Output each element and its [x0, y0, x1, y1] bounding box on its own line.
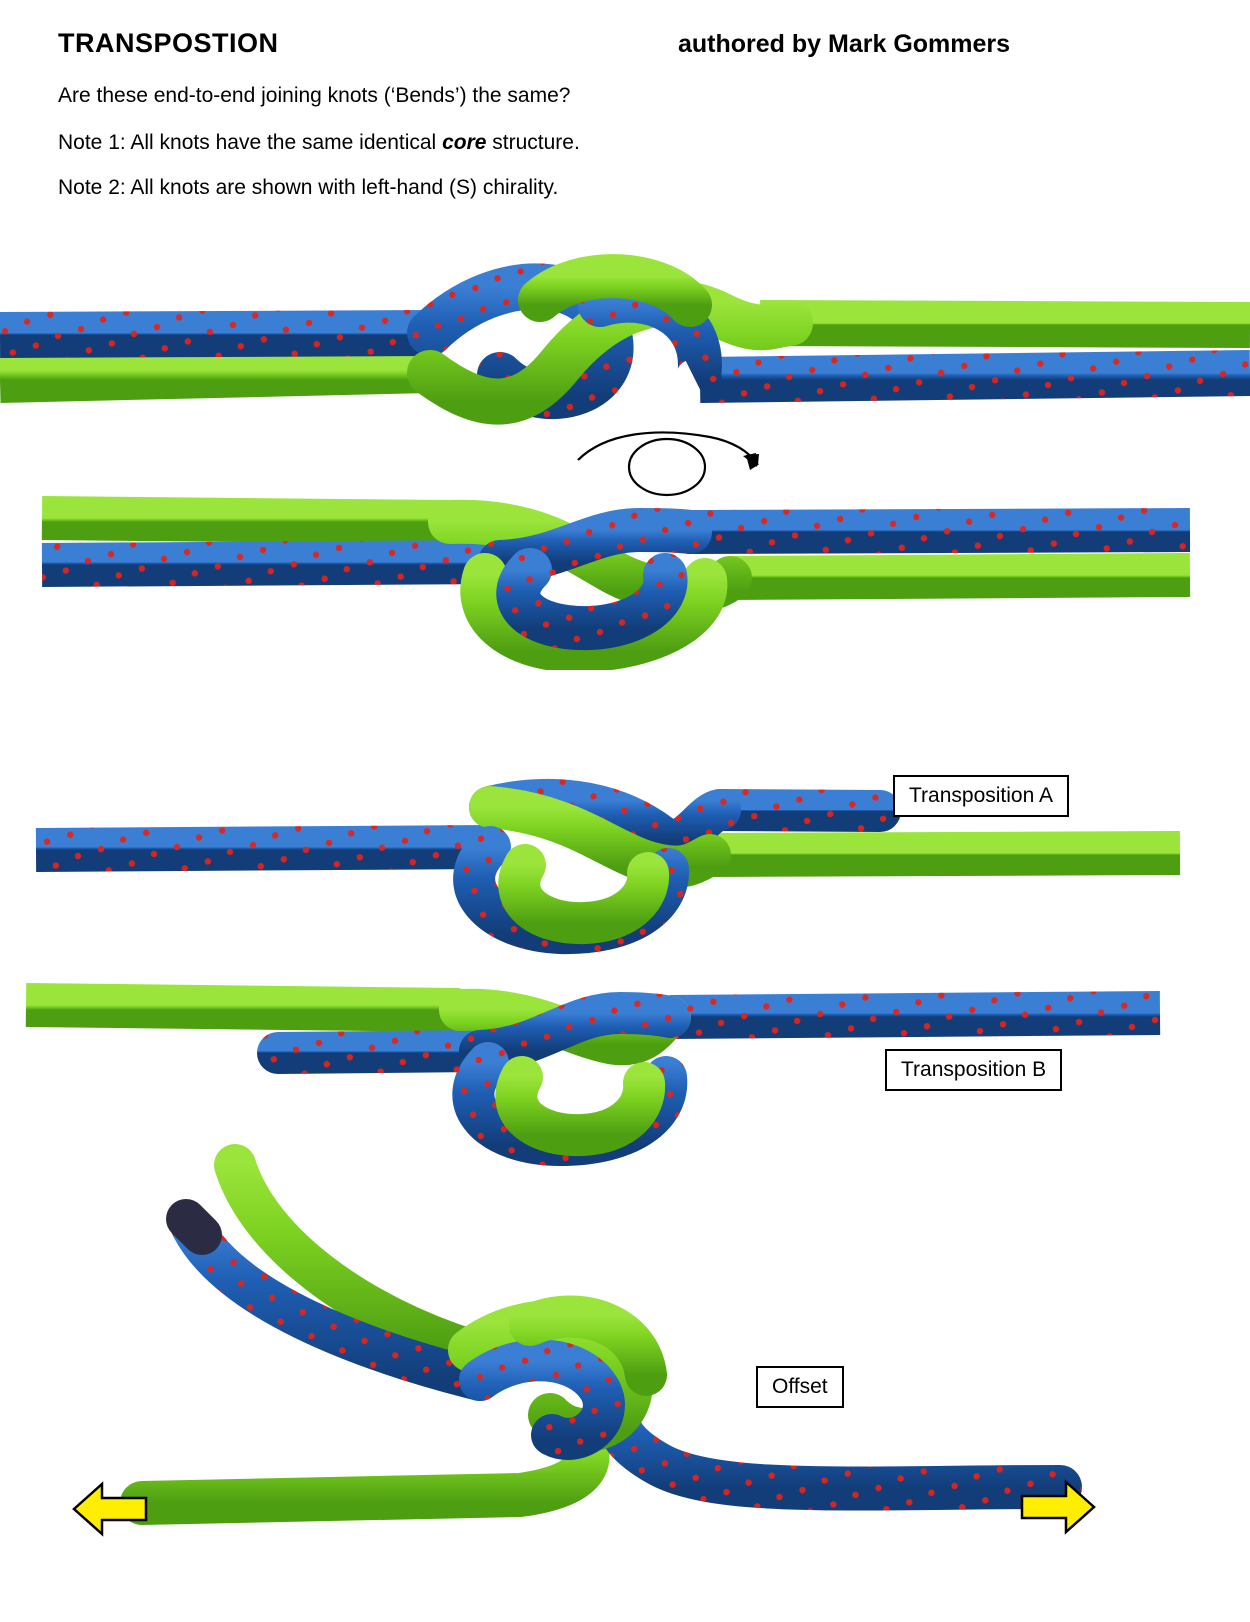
right-arrow — [1020, 1478, 1096, 1541]
note-1-emphasis: core — [442, 131, 487, 154]
note-1 — [58, 131, 580, 155]
label-transposition-a: Transposition A — [893, 775, 1069, 817]
label-transposition-b: Transposition B — [885, 1049, 1062, 1091]
label-offset: Offset — [756, 1366, 844, 1408]
knot-original-figure — [0, 245, 1250, 425]
right-arrow-icon — [1020, 1478, 1096, 1536]
knot-original-illustration — [0, 245, 1250, 425]
left-arrow-icon — [72, 1480, 148, 1538]
left-arrow — [72, 1480, 148, 1543]
intro-question: Are these end-to-end joining knots (‘Bends’) the same? — [58, 84, 571, 107]
note-2: Note 2: All knots are shown with left-hand (S) chirality. — [58, 176, 559, 199]
knot-rotated-figure — [30, 470, 1220, 670]
note-1-suffix: structure. — [486, 131, 580, 154]
knot-offset-figure — [60, 1135, 1120, 1555]
knot-offset-illustration — [60, 1135, 1120, 1555]
page-title: TRANSPOSTION — [58, 28, 279, 58]
knot-rotated-illustration — [30, 470, 1220, 670]
author-credit: authored by Mark Gommers — [678, 30, 1011, 58]
note-1-prefix: Note 1: All knots have the same identical — [58, 131, 443, 154]
